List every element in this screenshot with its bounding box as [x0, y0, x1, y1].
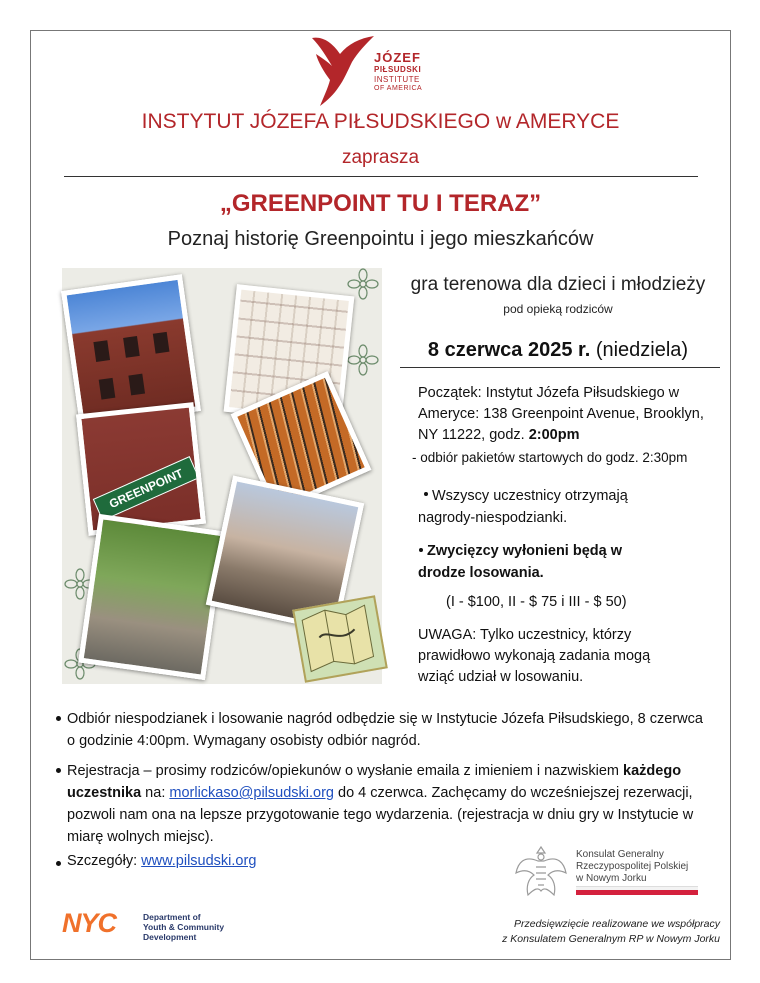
tree-street-photo — [78, 514, 226, 680]
bullet — [56, 861, 61, 866]
start-text: Początek: Instytut Józefa Piłsudskiego w Ameryce: 138 Greenpoint Avenue, Brooklyn, NY 11222, godz. — [418, 385, 704, 443]
header-divider — [64, 176, 698, 177]
date-divider — [400, 367, 720, 368]
start-time: 2:00pm — [528, 427, 580, 443]
dycd-line-2: Youth & Community — [143, 922, 225, 932]
winners-info: Zwycięzcy wyłonieni będą w drodze losowania. — [418, 543, 623, 581]
dycd-line-1: Department of — [143, 912, 201, 922]
website-link[interactable]: www.pilsudski.org — [141, 853, 257, 869]
logo-line-4: OF AMERICA — [374, 85, 423, 92]
footer-line-2: z Konsulatem Generalnym RP w Nowym Jorku — [502, 933, 720, 945]
prize-amounts: (I - $100, II - $ 75 i III - $ 50) — [446, 594, 627, 610]
event-title: „GREENPOINT TU I TERAZ” — [219, 190, 542, 217]
registration-text-1: Rejestracja – prosimy rodziców/opiekunów o wysłanie emaila z imieniem i nazwiskiem — [67, 763, 624, 779]
bullet — [56, 768, 61, 773]
event-subtitle: Poznaj historię Greenpointu i jego mieszkańców — [167, 228, 594, 250]
photo-collage — [62, 268, 382, 684]
logo-line-1: JÓZEF — [374, 50, 421, 65]
street-sign — [93, 456, 200, 521]
details-label: Szczegóły: — [67, 853, 142, 869]
flower-decoration-icon — [347, 268, 379, 300]
eagle-icon — [310, 32, 380, 108]
registration-text-3: do 4 czerwca. Zachęcamy do wcześniejszej rezerwacji, pozwoli nam ona na lepsze przygotowanie tego wydarzenia. (rejestracja w dniu gry w Instytucie w miarę wolnych miejsc). — [67, 785, 694, 845]
game-type: gra terenowa dla dzieci i młodzieży — [410, 274, 706, 295]
map-illustration — [292, 595, 388, 682]
polish-flag-stripe-red — [576, 890, 698, 895]
nyc-dycd-logo — [52, 906, 242, 946]
event-date-line — [388, 339, 728, 362]
footer-line-1: Przedsięwzięcie realizowane we współpracy — [513, 918, 720, 930]
supervision-note: pod opieką rodziców — [503, 302, 613, 316]
dycd-line-3: Development — [143, 932, 197, 942]
logo-line-3: INSTITUTE — [374, 75, 420, 84]
registration-email-link[interactable]: morlickaso@pilsudski.org — [169, 785, 334, 801]
pilsudski-institute-logo — [310, 32, 450, 108]
street-sign-text: GREENPOINT — [106, 466, 186, 512]
prizes-all: Wszyscy uczestnicy otrzymają nagrody-niespodzianki. — [418, 488, 628, 526]
event-weekday: (niedziela) — [595, 339, 689, 361]
map-icon — [295, 598, 381, 676]
event-date: 8 czerwca 2025 r. — [427, 339, 591, 361]
eligibility-note: UWAGA: Tylko uczestnicy, którzy prawidłowo wykonają zadania mogą wziąć udział w losowaniu. — [418, 627, 651, 685]
consulate-logo — [514, 843, 704, 903]
prize-pickup-info: Odbiór niespodzianek i losowanie nagród odbędzie się w Instytucie Józefa Piłsudskiego, 8 czerwca o godzinie 4:00pm. Wymagany osobisty odbiór nagród. — [67, 711, 703, 749]
institute-name: INSTYTUT JÓZEFA PIŁSUDSKIEGO w AMERYCE — [141, 110, 620, 133]
registration-bold: każdego uczestnika — [67, 763, 682, 801]
bullet — [56, 716, 61, 721]
nyc-logo-text: NYC — [62, 908, 117, 938]
logo-line-2: PIŁSUDSKI — [374, 65, 422, 74]
registration-text-2: na: — [141, 785, 170, 801]
registration-info — [67, 760, 707, 848]
flower-decoration-icon — [347, 344, 379, 376]
consulate-line-3: w Nowym Jorku — [576, 873, 647, 884]
consulate-line-2: Rzeczypospolitej Polskiej — [576, 861, 689, 872]
invites-word: zaprasza — [341, 147, 420, 168]
consulate-line-1: Konsulat Generalny — [576, 849, 664, 860]
details-line — [67, 853, 256, 869]
street-sign-photo — [76, 402, 206, 536]
packets-info: - odbiór pakietów startowych do godz. 2:30pm — [412, 450, 688, 465]
start-info — [418, 383, 708, 446]
polish-eagle-icon — [514, 843, 568, 901]
